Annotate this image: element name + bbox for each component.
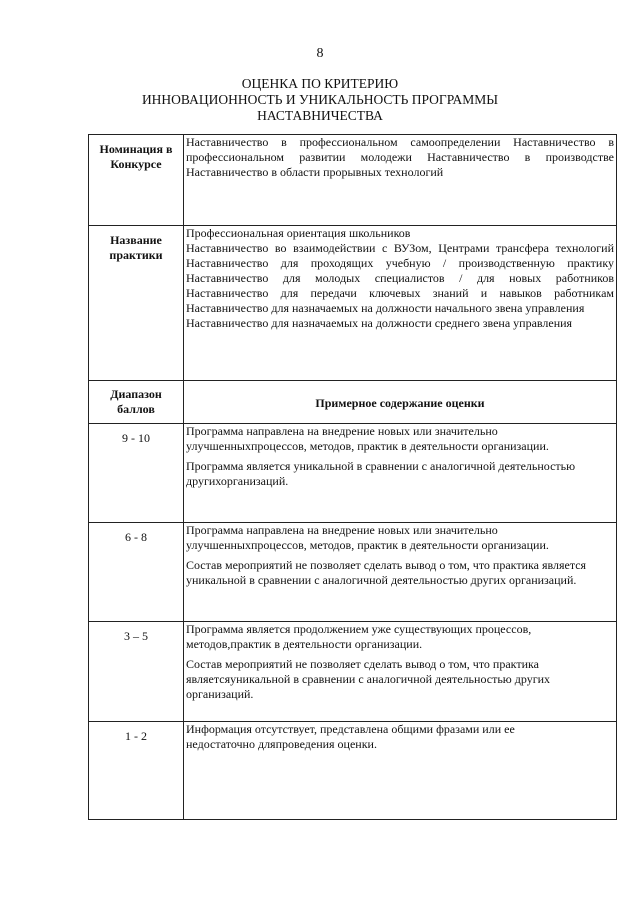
score-description-cell [184,424,617,523]
content-header-cell: Примерное содержание оценки [184,381,617,424]
practice-line: Наставничество для назначаемых на должности среднего звена управления [186,316,573,330]
practice-content-cell [184,226,617,381]
nomination-line: профессиональном развитии молодежи Наставничество в производстве [186,150,614,164]
title-line-1: ОЦЕНКА ПО КРИТЕРИЮ [241,76,399,91]
practice-line: Наставничество для назначаемых на должности начального звена управления [186,301,585,315]
score-description-cell [184,722,617,820]
description-line: недостаточно дляпроведения оценки. [186,737,377,751]
description-line: Программа направлена на внедрение новых или значительно [186,523,498,537]
description-line: Программа направлена на внедрение новых или значительно [186,424,498,438]
nomination-label-line-1: Номинация в [99,142,173,156]
page-number: 8 [316,46,324,61]
score-description-cell [184,622,617,722]
page-title [0,76,640,124]
nomination-content-cell [184,135,617,226]
description-line: методов,практик в деятельности организации. [186,637,423,651]
description-line: улучшенныхпроцессов, методов, практик в деятельности организации. [186,439,549,453]
score-row [89,622,617,722]
description-line: уникальной в сравнении с аналогичной деятельностью других организаций. [186,573,577,587]
practice-line: Наставничество для передачи ключевых знаний и навыков работникам [186,286,614,300]
description-line: улучшенныхпроцессов, методов, практик в деятельности организации. [186,538,549,552]
range-header-line-2: баллов [117,402,155,416]
description-line: Информация отсутствует, представлена общими фразами или ее [186,722,515,736]
practice-label-cell [89,226,184,381]
score-range: 6 - 8 [125,530,147,544]
score-range-cell [89,424,184,523]
score-range-cell [89,722,184,820]
score-range-cell [89,523,184,622]
practice-line: Наставничество для проходящих учебную / производственную практику [186,256,614,270]
nomination-label-line-2: Конкурсе [110,157,162,171]
practice-line: Наставничество для молодых специалистов / для новых работников [186,271,614,285]
score-row [89,722,617,820]
practice-line: Наставничество во взаимодействии с ВУЗом, Центрами трансфера технологий [186,241,614,255]
nomination-line: Наставничество в области прорывных технологий [186,165,444,179]
nomination-row [89,135,617,226]
description-line: Программа является продолжением уже существующих процессов, [186,622,532,636]
score-range: 9 - 10 [122,431,150,445]
title-line-2: ИННОВАЦИОННОСТЬ И УНИКАЛЬНОСТЬ ПРОГРАММЫ [141,92,499,107]
score-range: 1 - 2 [125,729,147,743]
description-line: являетсяуникальной в сравнении с аналогичной деятельностью других [186,672,551,686]
score-range-cell [89,622,184,722]
nomination-label-cell [89,135,184,226]
description-line: Программа является уникальной в сравнении с аналогичной деятельностью [186,459,576,473]
range-header-cell [89,381,184,424]
practice-row [89,226,617,381]
description-line: Состав мероприятий не позволяет сделать вывод о том, что практика [186,657,539,671]
practice-line: Профессиональная ориентация школьников [186,226,411,240]
description-line: Состав мероприятий не позволяет сделать вывод о том, что практика является [186,558,587,572]
description-line: организаций. [186,687,254,701]
practice-label-line-1: Название [110,233,162,247]
practice-label-line-2: практики [109,248,163,262]
score-range: 3 – 5 [124,629,148,643]
score-row [89,523,617,622]
title-line-3: НАСТАВНИЧЕСТВА [257,108,383,123]
score-description-cell [184,523,617,622]
score-header-row [89,381,617,424]
criteria-table [88,134,617,820]
range-header-line-1: Диапазон [110,387,162,401]
score-row [89,424,617,523]
description-line: другихорганизаций. [186,474,289,488]
nomination-line: Наставничество в профессиональном самоопределении Наставничество в [186,135,614,149]
